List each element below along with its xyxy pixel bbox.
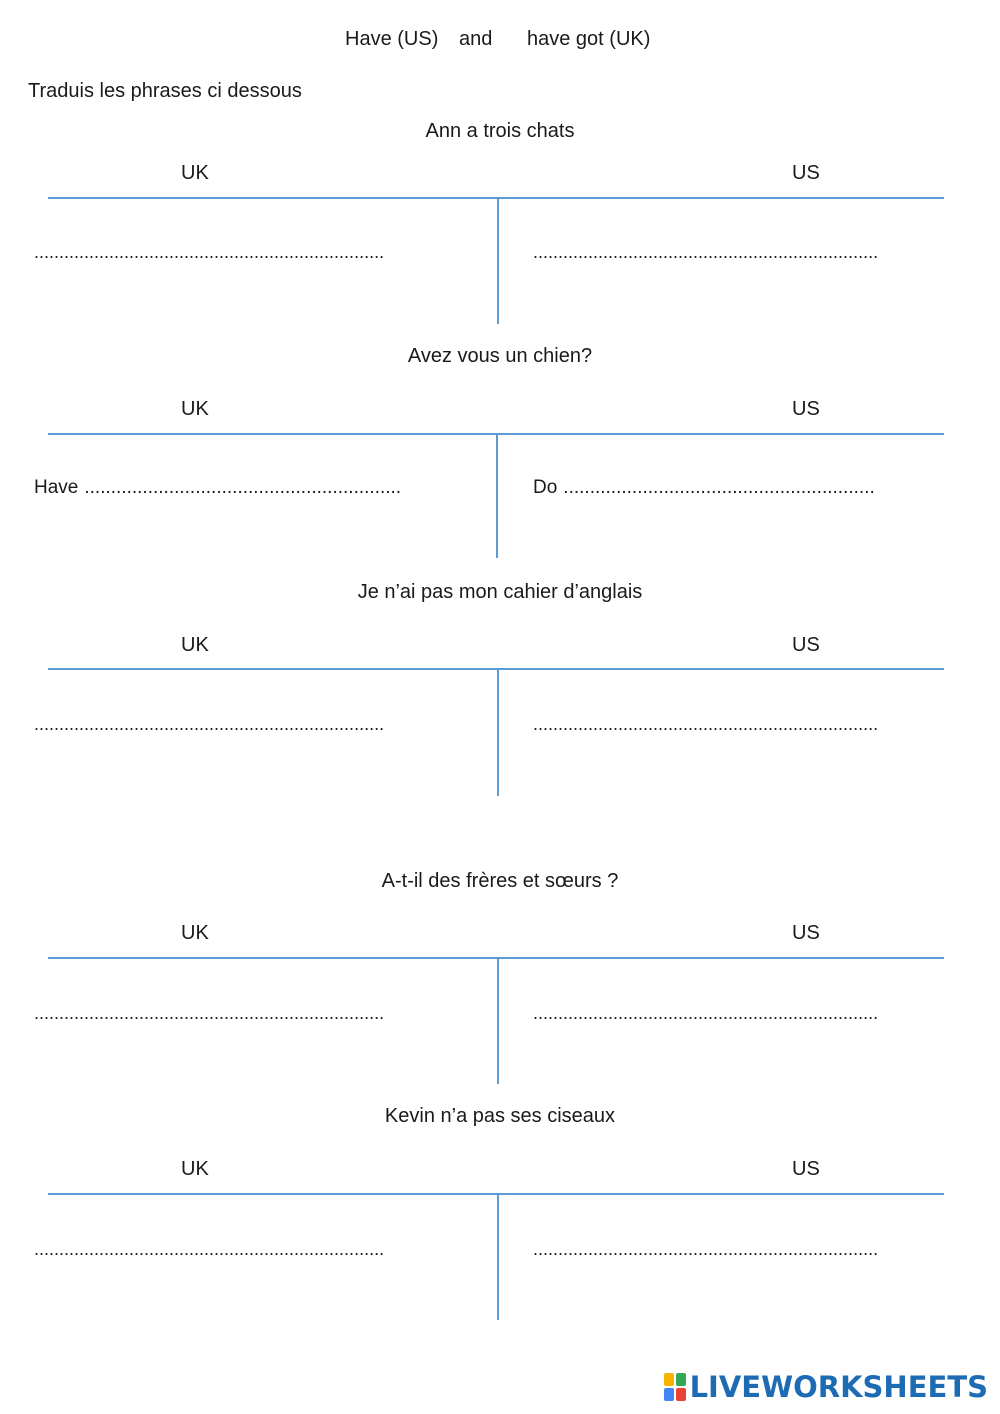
dotted-line-uk: ......................................................................	[34, 1003, 385, 1023]
column-label-us: US	[792, 398, 820, 420]
sentence-to-translate: Ann a trois chats	[425, 120, 575, 142]
answer-field-uk[interactable]	[34, 1239, 456, 1260]
liveworksheets-logo	[664, 1370, 988, 1404]
dotted-line-uk: ......................................................................	[34, 714, 385, 734]
answer-prefix-uk: Have	[34, 477, 79, 498]
divider-horizontal	[48, 1193, 944, 1195]
column-label-us: US	[792, 634, 820, 656]
answer-field-uk[interactable]	[34, 477, 456, 499]
dotted-line-us: .....................................................................	[533, 242, 879, 262]
answer-field-us[interactable]	[533, 477, 917, 499]
sentence-to-translate: A-t-il des frères et sœurs ?	[381, 870, 619, 892]
column-label-uk: UK	[181, 1158, 209, 1180]
title-and: and	[459, 28, 493, 50]
dotted-line-uk: ............................................................	[84, 477, 402, 498]
divider-vertical	[497, 669, 499, 796]
sentence-to-translate: Kevin n’a pas ses ciseaux	[384, 1105, 616, 1127]
divider-horizontal	[48, 197, 944, 199]
sentence-to-translate: Je n’ai pas mon cahier d’anglais	[357, 581, 643, 603]
column-label-uk: UK	[181, 398, 209, 420]
answer-field-us[interactable]	[533, 1003, 943, 1024]
divider-horizontal	[48, 668, 944, 670]
column-label-uk: UK	[181, 162, 209, 184]
column-label-us: US	[792, 1158, 820, 1180]
logo-icon	[664, 1373, 686, 1401]
divider-vertical	[497, 1194, 499, 1320]
answer-prefix-us: Do	[533, 477, 558, 498]
answer-field-us[interactable]	[533, 714, 943, 735]
sentence-to-translate: Avez vous un chien?	[407, 345, 593, 367]
dotted-line-uk: ......................................................................	[34, 1239, 385, 1259]
column-label-uk: UK	[181, 634, 209, 656]
title-have-got-uk: have got (UK)	[527, 28, 651, 50]
dotted-line-us: .....................................................................	[533, 1239, 879, 1259]
dotted-line-us: ...........................................................	[563, 477, 875, 498]
divider-vertical	[497, 958, 499, 1084]
divider-vertical	[497, 198, 499, 324]
column-label-uk: UK	[181, 922, 209, 944]
title-have-us: Have (US)	[345, 28, 439, 50]
dotted-line-uk: ......................................................................	[34, 242, 385, 262]
column-label-us: US	[792, 922, 820, 944]
logo-text: LIVEWORKSHEETS	[689, 1370, 988, 1404]
instruction-text: Traduis les phrases ci dessous	[28, 80, 302, 102]
answer-field-uk[interactable]	[34, 714, 456, 735]
answer-field-us[interactable]	[533, 242, 943, 263]
column-label-us: US	[792, 162, 820, 184]
divider-vertical	[496, 434, 498, 558]
answer-field-uk[interactable]	[34, 1003, 456, 1024]
dotted-line-us: .....................................................................	[533, 1003, 879, 1023]
divider-horizontal	[48, 957, 944, 959]
dotted-line-us: .....................................................................	[533, 714, 879, 734]
answer-field-uk[interactable]	[34, 242, 456, 263]
answer-field-us[interactable]	[533, 1239, 943, 1260]
